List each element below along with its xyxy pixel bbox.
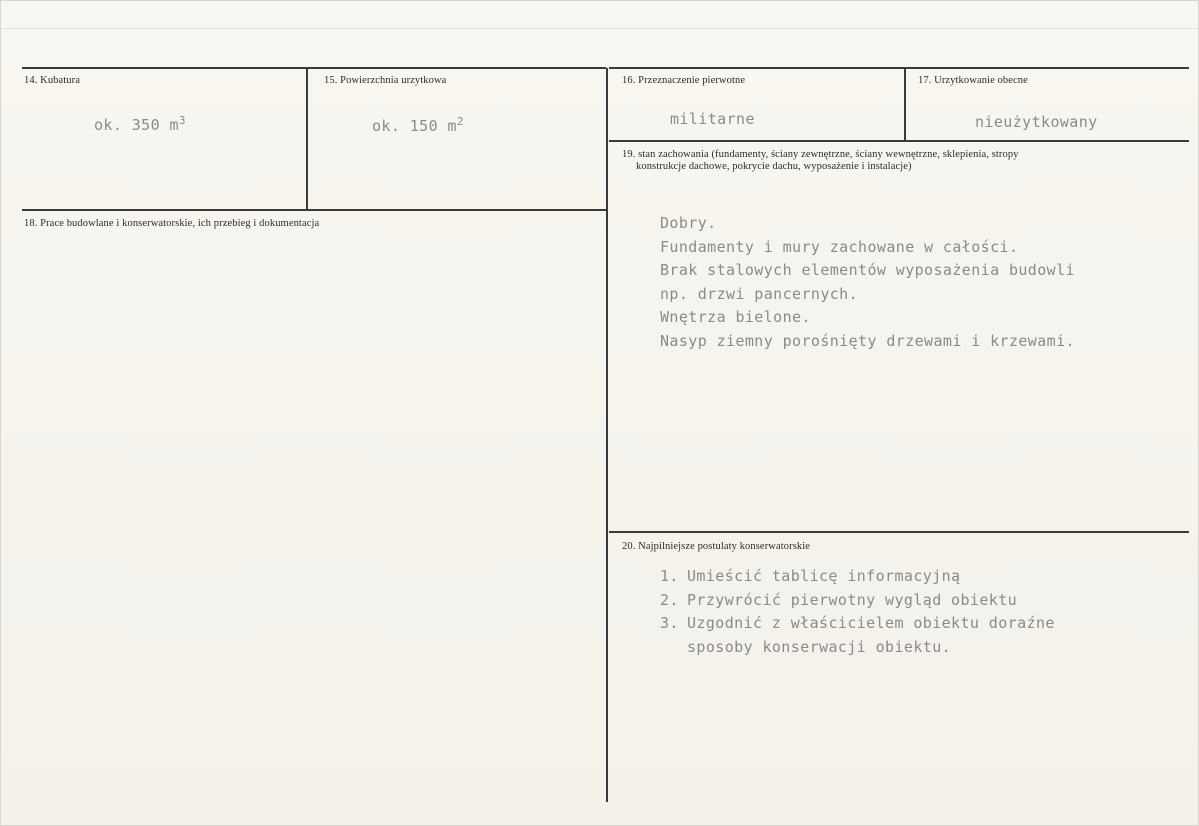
- field-15-value-text: ok. 150 m: [372, 117, 457, 135]
- postulate-number: 2.: [660, 590, 679, 609]
- field-17-label: 17. Urzytkowanie obecne: [918, 75, 1028, 86]
- field-15-label: 15. Powierzchnia urzytkowa: [324, 75, 447, 86]
- field-14-label: 14. Kubatura: [24, 75, 81, 86]
- postulate-number: 3.: [660, 614, 679, 632]
- field-19-line: np. drzwi pancernych.: [660, 284, 859, 303]
- field-19-label-line2: konstrukcje dachowe, pokrycie dachu, wyposażenie i instalacje): [636, 161, 912, 172]
- field-14-value-exponent: 3: [178, 114, 186, 127]
- postulate-text: Przywrócić pierwotny wygląd obiektu: [687, 590, 1018, 609]
- field-19-line: Fundamenty i mury zachowane w całości.: [660, 237, 1019, 256]
- field-19-line: Wnętrza bielone.: [660, 308, 811, 326]
- field-18-label: 18. Prace budowlane i konserwatorskie, ich przebieg i dokumentacja: [24, 218, 320, 229]
- field-19-line: Nasyp ziemny porośnięty drzewami i krzewami.: [660, 331, 1075, 350]
- field-20-label: 20. Najpilniejsze postulaty konserwatorskie: [622, 541, 811, 552]
- postulate-text: Umieścić tablicę informacyjną: [687, 567, 961, 585]
- field-16-label: 16. Przeznaczenie pierwotne: [622, 75, 746, 86]
- postulate-text: Uzgodnić z właścicielem obiektu doraźne: [687, 614, 1055, 632]
- field-19-line: Dobry.: [660, 214, 717, 232]
- field-14-value-text: ok. 350 m: [94, 116, 179, 134]
- postulate-text: sposoby konserwacji obiektu.: [687, 637, 952, 656]
- field-16-value: militarne: [670, 110, 755, 128]
- field-17-value: nieużytkowany: [975, 113, 1098, 131]
- postulate-number: 1.: [660, 567, 679, 585]
- field-15-value-exponent: 2: [456, 115, 464, 128]
- field-19-line: Brak stalowych elementów wyposażenia budowli: [660, 261, 1075, 279]
- field-19-label-line1: 19. stan zachowania (fundamenty, ściany zewnętrzne, ściany wewnętrzne, sklepienia, stropy: [622, 149, 1019, 160]
